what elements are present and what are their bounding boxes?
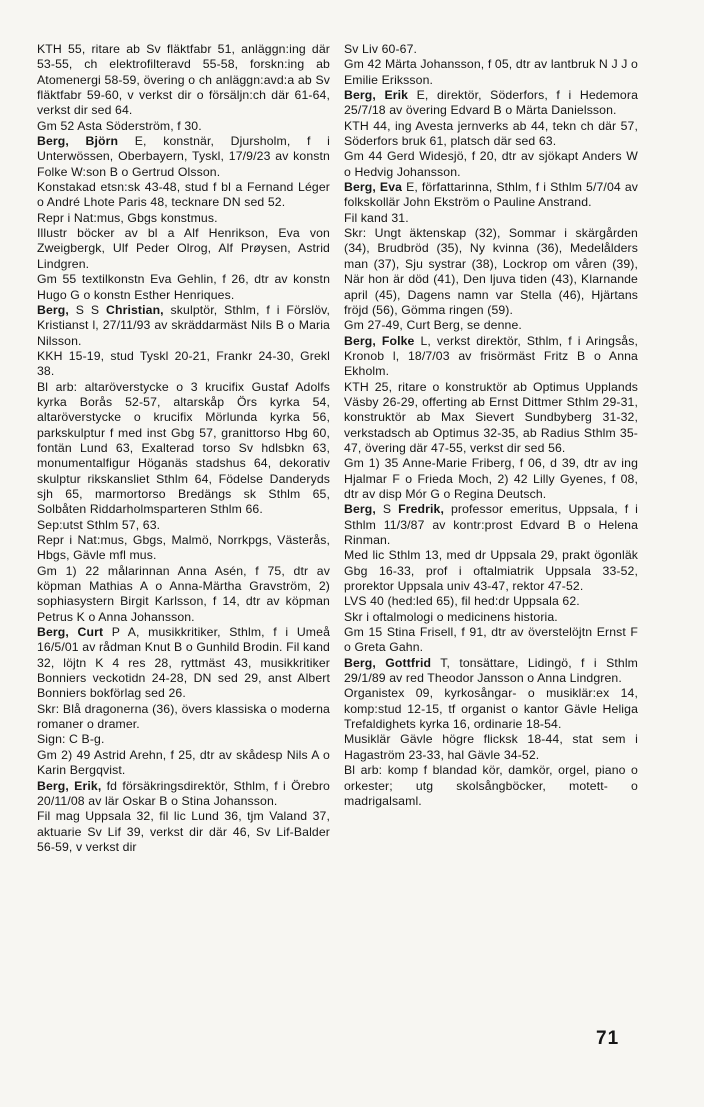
entry-name: Berg, Curt (37, 625, 104, 640)
entry-paragraph (37, 625, 330, 702)
entry-text: E, direktör, Söderfors, f i Hedemora 25/7/18 av övering Edvard B o Märta Danielsson. (344, 88, 639, 118)
paragraph (344, 380, 638, 457)
paragraph (37, 564, 330, 625)
entry-name-given: Christian, (106, 302, 164, 317)
paragraph-text: Sep:utst Sthlm 57, 63. (37, 517, 161, 532)
paragraph-text: Gm 44 Gerd Widesjö, f 20, dtr av sjökapt Anders W o Hedvig Johansson. (344, 149, 638, 179)
paragraph (344, 42, 638, 57)
entry-paragraph (344, 334, 638, 380)
entry-text: E, konstnär, Djursholm, f i Unterwössen, Oberbayern, Tyskl, 17/9/23 av konstn Folke W:son B o Gertrud Olsson. (37, 134, 330, 179)
paragraph (37, 180, 330, 211)
paragraph (344, 610, 638, 625)
entry-text: S (375, 502, 399, 517)
paragraph (344, 686, 638, 732)
paragraph (37, 702, 330, 733)
entry-paragraph (37, 134, 330, 180)
paragraph-text: Organistex 09, kyrkosångar- o musiklär:ex 14, komp:stud 12-15, tf organist o kantor Gävle Heliga Trefaldighets kyrka 16, ordinarie 18-54. (344, 686, 638, 732)
paragraph-text: Gm 2) 49 Astrid Arehn, f 25, dtr av skådesp Nils A o Karin Bergqvist. (37, 747, 330, 778)
right-column (344, 42, 638, 809)
entry-name: Berg, Gottfrid (344, 655, 432, 670)
paragraph-text: KKH 15-19, stud Tyskl 20-21, Frankr 24-30, Grekl 38. (37, 348, 330, 379)
paragraph-text: Med lic Sthlm 13, med dr Uppsala 29, prakt ögonläk Gbg 16-33, prof i oftalmiatrik Uppsala 33-52, prorektor Uppsala univ 43-47, rektor 47-52. (344, 548, 638, 594)
paragraph (37, 748, 330, 779)
entry-paragraph (37, 303, 330, 349)
paragraph-text: Sv Liv 60-67. (344, 42, 418, 56)
entry-name: Berg, (37, 302, 69, 317)
paragraph (37, 809, 330, 855)
page-number: 71 (596, 1028, 620, 1049)
paragraph (37, 518, 330, 533)
paragraph (37, 380, 330, 518)
paragraph (37, 226, 330, 272)
entry-paragraph (344, 88, 638, 119)
paragraph-text: Sign: C B-g. (37, 732, 105, 747)
entry-name: Berg, (344, 502, 376, 517)
paragraph-text: Konstakad etsn:sk 43-48, stud f bl a Fernand Léger o André Lhote Paris 48, tecknare DN sed 52. (37, 180, 330, 210)
entry-text: P A, musikkritiker, Sthlm, f i Umeå 16/5/01 av rådman Knut B o Gunhild Brodin. Fil kand 32, löjtn K 4 res 28, ryttmäst 43, musikkritiker Bonniers veckotidn 24-28, DN sed 29, anst Albert Bonniers bokförlag sed 26. (37, 625, 330, 701)
paragraph-text: Gm 1) 35 Anne-Marie Friberg, f 06, d 39, dtr av ing Hjalmar F o Frieda Moch, 2) 42 Lilly Gyenes, f 08, dtr av disp Mór G o Regina Deutsch. (344, 456, 638, 501)
paragraph (344, 226, 638, 318)
paragraph (37, 42, 330, 119)
entry-paragraph (37, 779, 330, 810)
paragraph-text: Skr: Blå dragonerna (36), övers klassiska o moderna romaner o dramer. (37, 701, 330, 732)
paragraph-text: Fil kand 31. (344, 210, 409, 225)
entry-text: L, verkst direktör, Sthlm, f i Aringsås, Kronob l, 18/7/03 av frisörmäst Fritz B o Anna Ekholm. (344, 333, 639, 379)
paragraph (37, 119, 330, 134)
paragraph-text: Gm 1) 22 målarinnan Anna Asén, f 75, dtr av köpman Mathias A o Anna-Märtha Gravström, 2) sophiasystern Birgit Karlsson, f 14, dtr av köpman Petrus K o Anna Johansson. (37, 563, 330, 624)
paragraph-text: Skr: Ungt äktenskap (32), Sommar i skärgården (34), Brudbröd (35), Ny kvinna (36), Medelålders man (37), Sju systrar (38), Lockrop om våren (39), När hon är död (41), Den ljuva tiden (43), Klarnande april (45), Dagens namn var Stella (46), Hjärtans fröjd (56), Gömma ringen (59). (344, 226, 638, 317)
entry-name: Berg, Erik (344, 88, 409, 103)
paragraph (344, 548, 638, 594)
paragraph-text: Skr i oftalmologi o medicinens historia. (344, 609, 558, 624)
entry-name: Berg, Eva (344, 180, 403, 195)
paragraph (344, 763, 638, 809)
paragraph-text: Gm 27-49, Curt Berg, se denne. (344, 318, 522, 333)
left-column (37, 42, 330, 855)
paragraph-text: Bl arb: komp f blandad kör, damkör, orgel, piano o orkester; utg skolsångböcker, motett- o madrigalsaml. (344, 763, 638, 808)
entry-paragraph (344, 656, 638, 687)
paragraph (344, 625, 638, 656)
entry-text: E, författarinna, Sthlm, f i Sthlm 5/7/04 av folkskollär John Ekström o Pauline Anstrand. (344, 180, 638, 210)
entry-text: T, tonsättare, Lidingö, f i Sthlm 29/1/89 av red Theodor Jansson o Anna Lindgren. (344, 655, 638, 686)
paragraph-text: Gm 52 Asta Söderström, f 30. (37, 118, 202, 133)
paragraph-text: Repr i Nat:mus, Gbgs konstmus. (37, 210, 218, 225)
paragraph-text: KTH 44, ing Avesta jernverks ab 44, tekn ch där 57, Söderfors bruk 61, platsch där sed 63. (344, 118, 638, 149)
entry-name: Berg, Björn (37, 134, 119, 149)
entry-text: fd försäkringsdirektör, Sthlm, f i Örebro 20/11/08 av lär Oskar B o Stina Johansson. (37, 778, 330, 808)
paragraph-text: Bl arb: altaröverstycke o 3 krucifix Gustaf Adolfs kyrka Borås 52-57, altarskåp Örs kyrka 54, altaröverstycke o krucifix Mörlunda kyrka 56, parkskulptur f med inst Gbg 57, granittorso Hbg 60, fontän Lund 63, Exalterad torso Sv hdlsbkn 63, monumentalfigur Höganäs stadshus 64, dekorativ skulptur rikskansliet Sthlm 64, Födelse Danderyds sjh 65, marmortorso Bredängs sk Sthlm 65, Solbåten Riddarholmsparteren Sthlm 66. (37, 379, 330, 517)
entry-text: S S (68, 302, 107, 317)
entry-paragraph (344, 502, 638, 548)
paragraph (37, 732, 330, 747)
paragraph (37, 211, 330, 226)
paragraph (344, 211, 638, 226)
paragraph-text: LVS 40 (hed:led 65), fil hed:dr Uppsala 62. (344, 594, 580, 609)
paragraph-text: Gm 15 Stina Frisell, f 91, dtr av överstelöjtn Ernst F o Greta Gahn. (344, 625, 638, 655)
entry-text-rest: professor emeritus, Uppsala, f i Sthlm 11/3/87 av kontr:prost Edvard B o Helena Rinman. (344, 502, 639, 547)
paragraph-text: Repr i Nat:mus, Gbgs, Malmö, Norrkpgs, Västerås, Hbgs, Gävle mfl mus. (37, 533, 330, 563)
paragraph (344, 732, 638, 763)
paragraph (344, 119, 638, 150)
paragraph-text: Gm 42 Märta Johansson, f 05, dtr av lantbruk N J J o Emilie Eriksson. (344, 57, 638, 87)
paragraph (344, 456, 638, 502)
paragraph-text: KTH 25, ritare o konstruktör ab Optimus Upplands Väsby 26-29, offerting ab Ernst Dittmer Sthlm 29-31, konstruktör ab Max Sievert Sundbyberg 31-32, verkstadsch ab Optimus 32-35, ab Radius Sthlm 35-47, övering där 47-55, verkst dir sed 56. (344, 379, 638, 455)
paragraph-text: Gm 55 textilkonstn Eva Gehlin, f 26, dtr av konstn Hugo G o konstn Esther Henriques. (37, 272, 330, 302)
paragraph (37, 349, 330, 380)
paragraph (37, 533, 330, 564)
entry-name: Berg, Folke (344, 333, 415, 348)
paragraph (37, 272, 330, 303)
entry-name: Berg, Erik, (37, 778, 102, 793)
paragraph (344, 318, 638, 333)
paragraph-text: Illustr böcker av bl a Alf Henrikson, Eva von Zweigbergk, Ulf Peder Olrog, Alf Prøysen, Astrid Lindgren. (37, 226, 330, 271)
paragraph-text: Fil mag Uppsala 32, fil lic Lund 36, tjm Valand 37, aktuarie Sv Lif 39, verkst dir där 46, Sv Lif-Balder 56-59, v verkst dir (37, 809, 330, 854)
paragraph-text: Musiklär Gävle högre flicksk 18-44, stat sem i Hagaström 23-33, hal Gävle 34-52. (344, 732, 638, 762)
entry-name-given: Fredrik, (398, 502, 445, 517)
paragraph (344, 57, 638, 88)
entry-paragraph (344, 180, 638, 211)
paragraph (344, 594, 638, 609)
entry-text-rest: skulptör, Sthlm, f i Förslöv, Kristianst l, 27/11/93 av skräddarmäst Nils B o Maria Nilsson. (37, 302, 331, 348)
paragraph (344, 149, 638, 180)
paragraph-text: KTH 55, ritare ab Sv fläktfabr 51, anläggn:ing där 53-55, ch elektrofilteravd 55-58, forskn:ing ab Atomenergi 58-59, övering o ch anläggn:avd:a ab Sv fläktfabr 59-60, v verkst dir o försäljn:ch där 61-64, verkst dir sed 64. (37, 42, 330, 118)
